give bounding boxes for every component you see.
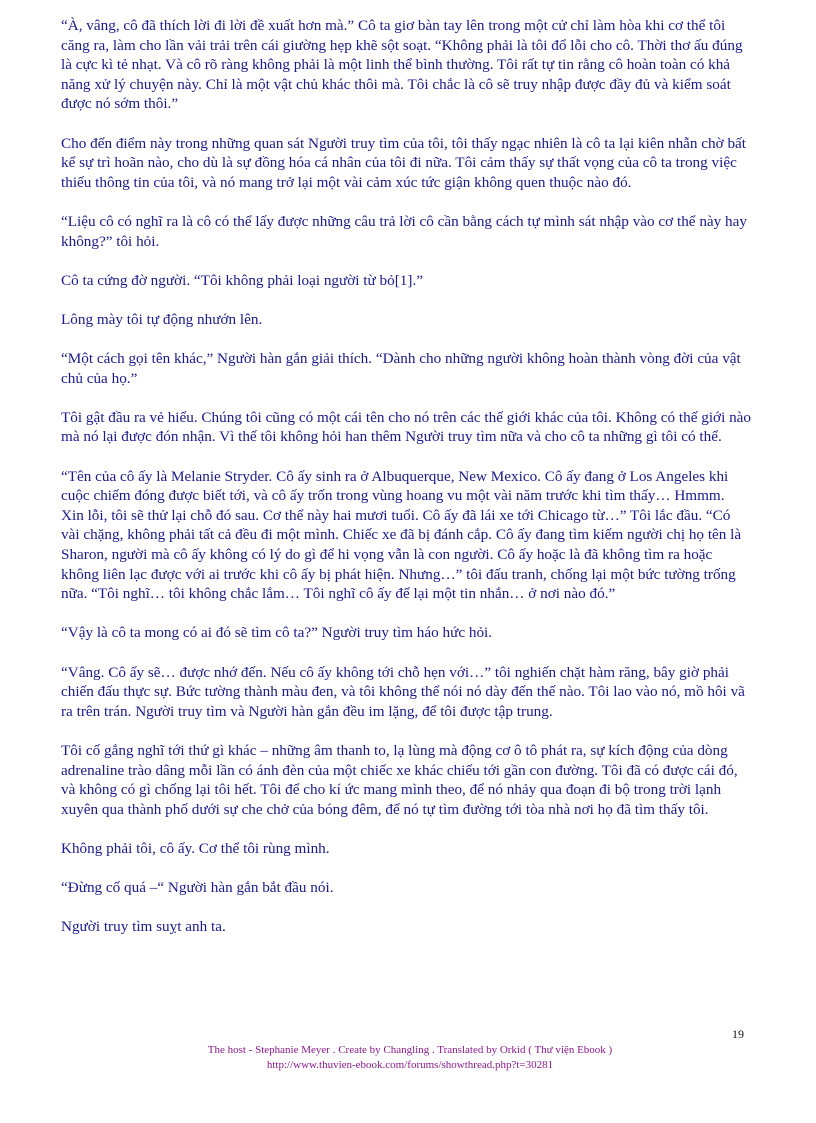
footer-link[interactable]: http://www.thuvien-ebook.com/forums/showthread.php?t=30281 (266, 1059, 554, 1071)
paragraph: Người truy tìm suỵt anh ta. (61, 918, 226, 936)
paragraph: “Vâng. Cô ấy sẽ… được nhớ đến. Nếu cô ấy không tới chỗ hẹn với…” tôi nghiến chặt hàm răng, bây giờ phải chiến đấu thực sự. Bức tường thành màu đen, và tôi không thể nói nó dày đến thế nào. Tôi lao vào nó, mồ hôi vã ra trên trán. Người truy tìm và Người hàn gắn đều im lặng, để tôi được tập trung. (61, 663, 745, 720)
paragraph: “Một cách gọi tên khác,” Người hàn gắn giải thích. “Dành cho những người không hoàn thành vòng đời của vật chủ của họ.” (61, 350, 741, 387)
paragraph: Cô ta cứng đờ người. “Tôi không phải loại người từ bỏ[1].” (61, 271, 423, 289)
paragraph: Tôi cố gắng nghĩ tới thứ gì khác – những âm thanh to, lạ lùng mà động cơ ô tô phát ra, sự kích động của dòng adrenaline trào dâng mỗi lần có ánh đèn của một chiếc xe khác chiếu tới gần con đường. Tôi đã có được cái đó, và không có gì chống lại tôi hết. Tôi để cho kí ức mang mình theo, để nó nhảy qua đoạn đi bộ trong trời lạnh xuyên qua thành phố dưới sự che chở của bóng đêm, để nó tự tìm đường tới tòa nhà nơi họ đã tìm thấy tôi. (61, 741, 738, 818)
paragraph: “Liệu cô có nghĩ ra là cô có thể lấy được những câu trả lời cô cần bằng cách tự mình sát nhập vào cơ thể này hay không?” tôi hỏi. (61, 212, 747, 250)
paragraph: Cho đến điểm này trong những quan sát Người truy tìm của tôi, tôi thấy ngạc nhiên là cô ta lại kiên nhẫn chờ bất kể sự trì hoãn nào, cho dù là sự đồng hóa cá nhân của tôi đi nữa. Tôi cảm thấy sự thất vọng của cô ta trong việc thiếu thông tin của tôi, và nó mang trở lại một vài cảm xúc tức giận không quen thuộc nào đó. (61, 134, 747, 191)
paragraph: Lông mày tôi tự động nhướn lên. (61, 310, 263, 328)
paragraph: “Đừng cố quá –“ Người hàn gắn bắt đầu nói. (61, 879, 334, 897)
paragraph: “Vậy là cô ta mong có ai đó sẽ tìm cô ta?” Người truy tìm háo hức hỏi. (61, 624, 493, 642)
paragraph: “Tên của cô ấy là Melanie Stryder. Cô ấy sinh ra ở Albuquerque, New Mexico. Cô ấy đang ở Los Angeles khi cuộc chiếm đóng được biết tới, và cô ấy trốn trong vùng hoang vu một vài năm trước khi tìm thấy… Hmmm. Xin lỗi, tôi sẽ thử lại chỗ đó sau. Cơ thể này hai mươi tuổi. Cô ấy đã lái xe tới Chicago từ…” Tôi lắc đầu. “Có vài chặng, không phải tất cả đều đi một mình. Chiếc xe đã bị đánh cắp. Cô ấy đang tìm kiếm người chị họ tên là Sharon, người mà cô ấy không có lý do gì để hi vọng vẫn là con người. Cô ấy hoặc là đã không tìm ra hoặc không liên lạc được với ai trước khi cô ấy bị phát hiện. Nhưng…” tôi đấu tranh, chống lại một bức tường trống nữa. “Tôi nghĩ… tôi không chắc lắm… Tôi nghĩ cô ấy để lại một tin nhắn… ở nơi nào đó.” (61, 467, 742, 603)
paragraph: “À, vâng, cô đã thích lời đi lời đề xuất hơn mà.” Cô ta giơ bàn tay lên trong một cử chỉ làm hòa khi cơ thể tôi căng ra, làm cho lần vải trải trên cái giường hẹp khẽ sột soạt. “Không phải là tôi đổ lỗi cho cô. Thời thơ ấu đúng là cực kì tẻ nhạt. Và cô rõ ràng không phải là một linh thể bình thường. Tôi rất tự tin rằng cô hoàn toàn có khả năng xử lý chuyện này. Chỉ là một vật chủ khác thôi mà. Tôi chắc là cô sẽ truy nhập được đầy đủ và kiểm soát được nó sớm thôi.” (61, 17, 743, 113)
paragraph: Tôi gật đầu ra vẻ hiểu. Chúng tôi cũng có một cái tên cho nó trên các thế giới khác của tôi. Không có thế giới nào mà nó lại được đón nhận. Vì thế tôi không hỏi han thêm Người truy tìm nữa và cho cô ta những gì tôi có thể. (61, 408, 752, 446)
page-number: 19 (732, 1027, 744, 1041)
paragraph: Không phải tôi, cô ấy. Cơ thể tôi rùng mình. (61, 839, 330, 857)
footer-credit: The host - Stephanie Meyer . Create by Changling . Translated by Orkid ( Thư viện Ebook ) (207, 1044, 613, 1056)
body-text (61, 16, 751, 957)
page-footer (100, 1043, 720, 1073)
